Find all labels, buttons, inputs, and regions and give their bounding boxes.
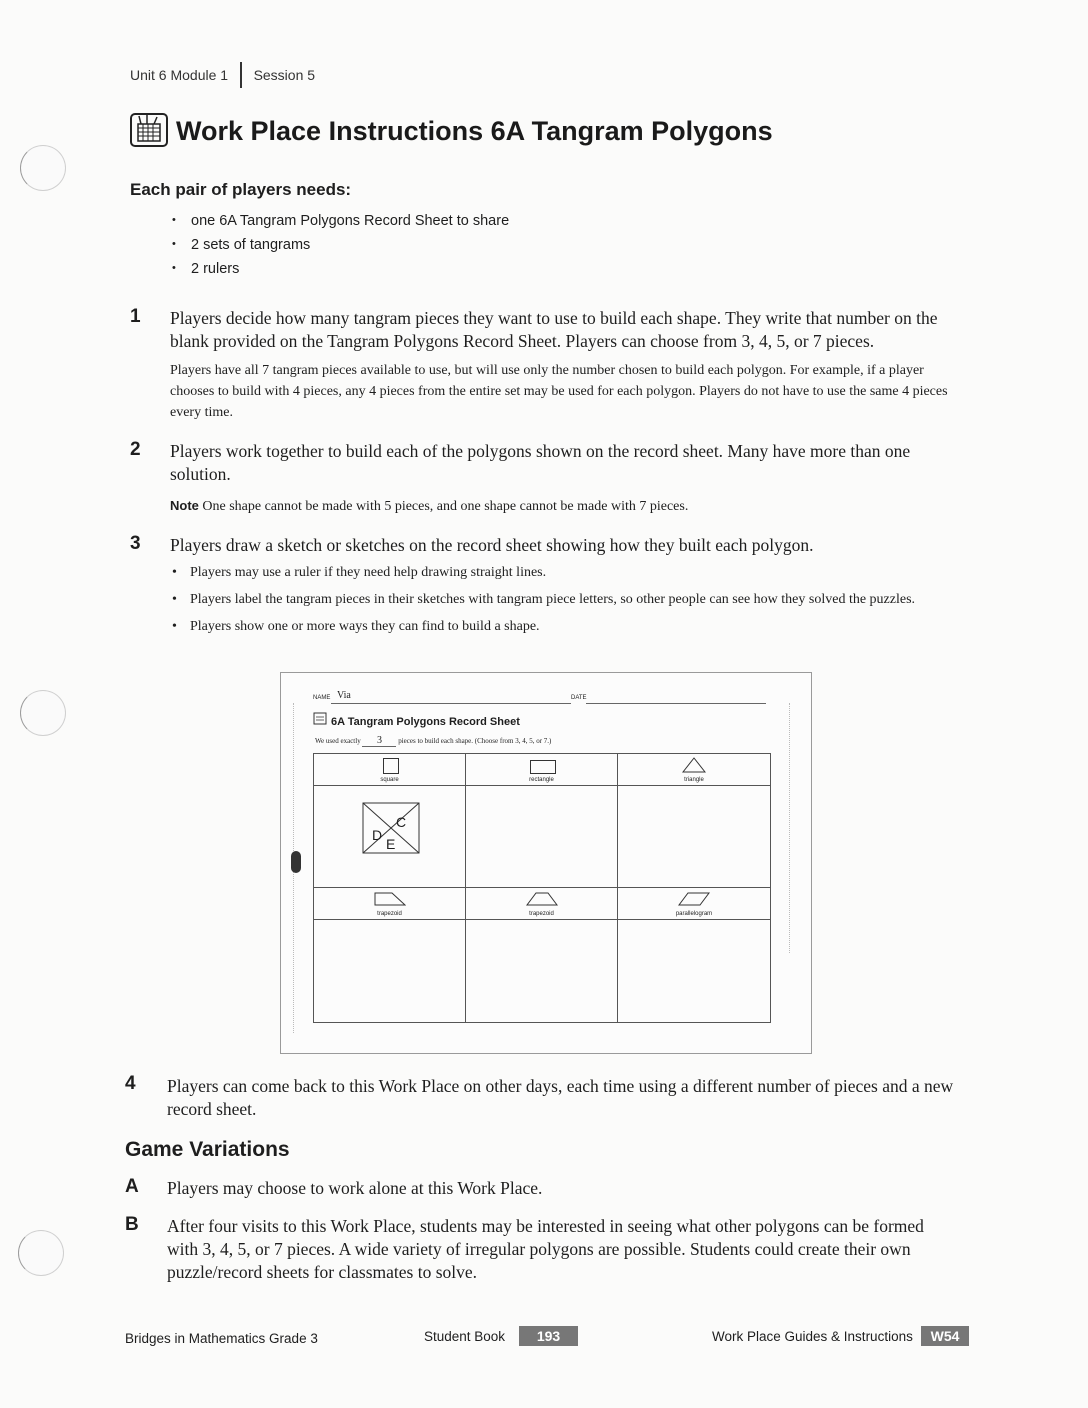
step-number: 2	[130, 439, 141, 460]
build-cell-trapezoid-2	[466, 920, 618, 1022]
variation-letter: A	[125, 1176, 139, 1197]
sketch-letter: C	[396, 814, 407, 830]
sheet-basket-icon	[313, 711, 327, 730]
sketch-letter: D	[372, 827, 383, 843]
variations-heading: Game Variations	[125, 1138, 290, 1161]
sheet-name-value: Via	[337, 690, 351, 701]
shape-label: square	[380, 777, 399, 783]
build-cell-rectangle	[466, 786, 618, 888]
bullet-item: • Players show one or more ways they can find to build a shape.	[170, 616, 960, 637]
footer-series: Bridges in Mathematics Grade 3	[125, 1331, 318, 1346]
build-cell-square	[314, 786, 466, 888]
binder-hole-bottom	[18, 1230, 64, 1276]
rectangle-shape	[530, 760, 556, 774]
binder-hole-top	[20, 145, 66, 191]
shape-cell-trapezoid	[314, 888, 466, 920]
bullet-item: • Players label the tangram pieces in their sketches with tangram piece letters, so other people can see how they solved the puzzles.	[170, 589, 960, 610]
binder-hole-middle	[20, 690, 66, 736]
shape-label: triangle	[684, 777, 704, 783]
needs-item: • one 6A Tangram Polygons Record Sheet to share	[172, 213, 509, 237]
sheet-date-line	[586, 703, 766, 704]
square-shape	[383, 758, 399, 774]
shape-cell-square	[314, 754, 466, 786]
sheet-grid	[313, 753, 771, 1023]
needs-heading: Each pair of players needs:	[130, 180, 352, 199]
page-title: Work Place Instructions 6A Tangram Polygons	[176, 116, 773, 146]
sheet-title: 6A Tangram Polygons Record Sheet	[331, 716, 520, 728]
shape-label: trapezoid	[377, 911, 402, 917]
shape-cell-parallelogram	[618, 888, 770, 920]
variation-text: After four visits to this Work Place, students may be interested in seeing what other polygons can be formed with 3, 4, 5, or 7 pieces. A wide variety of irregular polygons are possible. Students could create their own puzzle/record sheets for classmates to solve.	[167, 1216, 924, 1282]
sheet-right-margin-text	[789, 703, 794, 953]
variation-text: Players may choose to work alone at this Work Place.	[167, 1178, 543, 1198]
footer-book-page: 193	[519, 1326, 578, 1346]
sheet-margin-tab	[291, 851, 301, 873]
note-text: One shape cannot be made with 5 pieces, and one shape cannot be made with 7 pieces.	[202, 499, 689, 514]
bullet-item: • Players may use a ruler if they need help drawing straight lines.	[170, 562, 960, 583]
work-place-basket-icon	[130, 110, 168, 153]
build-cell-trapezoid	[314, 920, 466, 1022]
step-text: Players work together to build each of the polygons shown on the record sheet. Many have more than one solution.	[170, 441, 911, 484]
isosceles-trapezoid-shape	[526, 892, 558, 906]
page-header	[130, 62, 315, 88]
page-title-row	[130, 110, 773, 153]
step-text: Players can come back to this Work Place on other days, each time using a different number of pieces and a new record sheet.	[167, 1076, 954, 1119]
shape-label: trapezoid	[529, 911, 554, 917]
sketch-letter: E	[386, 836, 396, 852]
record-sheet-image	[280, 672, 812, 1054]
session-label: Session 5	[253, 67, 316, 83]
footer-guides-label: Work Place Guides & Instructions	[712, 1329, 913, 1344]
shape-label: rectangle	[529, 777, 554, 783]
step-subtext: Players have all 7 tangram pieces available to use, but will use only the number chosen to build each polygon. For example, if a player chooses to build with 4 pieces, any 4 pieces from the entire set may be used for each polygon. Players do not have to use the same 4 pieces every time.	[170, 363, 948, 420]
right-trapezoid-shape	[374, 892, 406, 906]
shape-cell-triangle	[618, 754, 770, 786]
sheet-used-value: 3	[362, 735, 396, 747]
footer-guides-page: W54	[921, 1326, 970, 1346]
header-divider	[240, 62, 242, 88]
variation-letter: B	[125, 1214, 139, 1235]
build-cell-parallelogram	[618, 920, 770, 1022]
note-label: Note	[170, 498, 199, 513]
sheet-used-suffix: pieces to build each shape. (Choose from 3, 4, 5, or 7.)	[398, 737, 552, 745]
step-text: Players draw a sketch or sketches on the record sheet showing how they built each polygon.	[170, 535, 814, 555]
parallelogram-shape	[678, 892, 710, 906]
unit-module-label: Unit 6 Module 1	[130, 67, 229, 83]
shape-cell-trapezoid-2	[466, 888, 618, 920]
sheet-used-prefix: We used exactly	[315, 737, 361, 745]
sheet-used-line	[315, 735, 551, 747]
step-text: Players decide how many tangram pieces they want to use to build each shape. They write that number on the blank provided on the Tangram Polygons Record Sheet. Players can choose from 3, 4, 5, or 7 pieces.	[170, 308, 938, 351]
needs-item: • 2 rulers	[172, 261, 509, 285]
build-cell-triangle	[618, 786, 770, 888]
footer-student-book	[424, 1326, 578, 1346]
needs-item: • 2 sets of tangrams	[172, 237, 509, 261]
step-note	[170, 495, 970, 517]
sheet-date-label: DATE	[571, 695, 587, 701]
triangle-shape	[682, 757, 706, 773]
step-number: 1	[130, 306, 141, 327]
sheet-name-line	[331, 703, 571, 704]
step-number: 4	[125, 1073, 136, 1094]
needs-list	[172, 213, 509, 285]
step-bullets	[170, 562, 960, 643]
shape-cell-rectangle	[466, 754, 618, 786]
sheet-name-label: NAME	[313, 695, 331, 701]
footer-guides	[712, 1326, 969, 1346]
shape-label: parallelogram	[675, 911, 713, 917]
step-number: 3	[130, 533, 141, 554]
footer-book-label: Student Book	[424, 1329, 506, 1344]
